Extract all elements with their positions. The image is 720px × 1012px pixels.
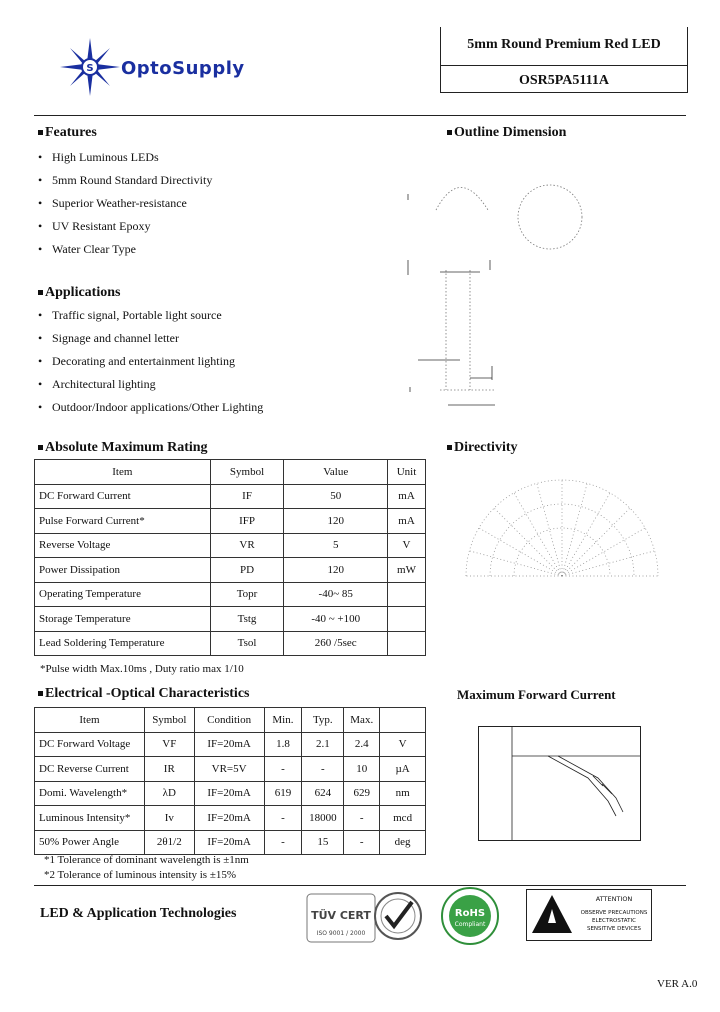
esd-attention-badge (526, 889, 652, 941)
table-cell: 2.4 (344, 732, 380, 757)
feature-item: • UV Resistant Epoxy (38, 219, 151, 233)
table-cell: IFP (210, 509, 284, 534)
directivity-fan-chart (462, 476, 662, 580)
table-row (35, 806, 426, 831)
tuv-sublabel: ISO 9001 / 2000 (316, 930, 366, 937)
table-cell: Tsol (210, 631, 284, 656)
abs-max-heading: Absolute Maximum Rating (38, 440, 208, 456)
table-row (35, 732, 426, 757)
table-cell: DC Forward Current (35, 484, 211, 509)
table-cell: 18000 (302, 806, 344, 831)
footer-rule (34, 885, 686, 886)
table-cell: VF (144, 732, 194, 757)
table-cell: Lead Soldering Temperature (35, 631, 211, 656)
outline-drawing (400, 160, 600, 420)
table-cell: -40~ 85 (284, 582, 388, 607)
table-cell: Domi. Wavelength* (35, 781, 145, 806)
column-header: Symbol (144, 708, 194, 733)
version-label: VER A.0 (657, 978, 698, 990)
table-cell: 1.8 (264, 732, 302, 757)
max-forward-current-heading: Maximum Forward Current (457, 687, 616, 702)
table-cell: Tstg (210, 607, 284, 632)
table-row (35, 757, 426, 782)
table-cell: Operating Temperature (35, 582, 211, 607)
table-header-row (35, 460, 426, 485)
table-cell: IF=20mA (194, 781, 264, 806)
column-header: Min. (264, 708, 302, 733)
rohs-badge (434, 886, 506, 946)
wavelength-note: *1 Tolerance of dominant wavelength is ±1nm (44, 854, 249, 866)
table-cell: DC Forward Voltage (35, 732, 145, 757)
table-cell: DC Reverse Current (35, 757, 145, 782)
table-cell: Reverse Voltage (35, 533, 211, 558)
table-row (35, 558, 426, 583)
table-cell: - (264, 830, 302, 855)
feature-item: • 5mm Round Standard Directivity (38, 173, 213, 187)
table-row (35, 484, 426, 509)
table-cell (388, 582, 426, 607)
table-cell: V (388, 533, 426, 558)
max-forward-current-chart (478, 726, 642, 842)
column-header: Condition (194, 708, 264, 733)
part-number: OSR5PA5111A (519, 73, 609, 88)
table-row (35, 509, 426, 534)
application-item: • Traffic signal, Portable light source (38, 308, 222, 322)
directivity-heading: Directivity (447, 440, 518, 456)
table-cell: - (344, 830, 380, 855)
certified-check-badge (372, 890, 424, 942)
optosupply-logo (58, 36, 128, 98)
column-header: Unit (388, 460, 426, 485)
table-cell: µA (380, 757, 426, 782)
table-row (35, 830, 426, 855)
table-cell: IR (144, 757, 194, 782)
table-cell: PD (210, 558, 284, 583)
applications-heading: Applications (38, 285, 120, 301)
pulse-note: *Pulse width Max.10ms , Duty ratio max 1/10 (40, 663, 244, 675)
product-title: 5mm Round Premium Red LED (467, 37, 661, 52)
table-cell: mcd (380, 806, 426, 831)
application-item: • Outdoor/Indoor applications/Other Lighting (38, 400, 264, 414)
table-cell: IF=20mA (194, 806, 264, 831)
brand-name: OptoSupply (121, 58, 245, 79)
table-cell: Storage Temperature (35, 607, 211, 632)
table-cell: Pulse Forward Current* (35, 509, 211, 534)
table-cell: 120 (284, 509, 388, 534)
feature-item: • Superior Weather-resistance (38, 196, 187, 210)
led-outline-drawing (400, 160, 600, 420)
svg-text:S: S (86, 63, 94, 74)
column-header: Value (284, 460, 388, 485)
table-cell: mA (388, 509, 426, 534)
table-cell: nm (380, 781, 426, 806)
attention-title: ATTENTION (595, 895, 633, 903)
table-cell: IF=20mA (194, 830, 264, 855)
attention-line: OBSERVE PRECAUTIONS (580, 910, 648, 916)
table-cell: λD (144, 781, 194, 806)
table-cell: 50% Power Angle (35, 830, 145, 855)
column-header: Symbol (210, 460, 284, 485)
table-cell: -40 ~ +100 (284, 607, 388, 632)
header-rule (34, 115, 686, 116)
table-row (35, 607, 426, 632)
title-bottom-rule (441, 92, 687, 93)
feature-item: • Water Clear Type (38, 242, 136, 256)
attention-line: ELECTROSTATIC (592, 918, 636, 924)
table-cell: VR (210, 533, 284, 558)
table-cell: 260 /5sec (284, 631, 388, 656)
table-cell: 629 (344, 781, 380, 806)
table-cell: Topr (210, 582, 284, 607)
table-header-row (35, 708, 426, 733)
directivity-diagram (462, 476, 662, 580)
derating-curve-chart (478, 726, 642, 842)
table-cell: 120 (284, 558, 388, 583)
abs-max-table (34, 459, 426, 656)
tuv-label: TÜV CERT (311, 909, 371, 922)
table-cell: 2θ1/2 (144, 830, 194, 855)
table-cell: 15 (302, 830, 344, 855)
outline-heading: Outline Dimension (447, 125, 566, 141)
rohs-compliant-icon (434, 886, 506, 946)
column-header: Item (35, 708, 145, 733)
table-cell: 5 (284, 533, 388, 558)
company-name: LED & Application Technologies (40, 906, 237, 921)
table-cell: deg (380, 830, 426, 855)
table-cell: 624 (302, 781, 344, 806)
table-cell: - (344, 806, 380, 831)
table-cell: - (264, 806, 302, 831)
table-cell: 2.1 (302, 732, 344, 757)
application-item: • Signage and channel letter (38, 331, 179, 345)
rohs-label: RoHS (454, 908, 486, 919)
table-cell: mW (388, 558, 426, 583)
table-cell: - (302, 757, 344, 782)
table-cell: mA (388, 484, 426, 509)
features-heading: Features (38, 125, 97, 141)
table-cell: IF=20mA (194, 732, 264, 757)
table-cell: 10 (344, 757, 380, 782)
table-cell: 50 (284, 484, 388, 509)
table-cell: IF (210, 484, 284, 509)
attention-line: SENSITIVE DEVICES (586, 926, 642, 932)
table-row (35, 781, 426, 806)
checkmark-seal-icon (372, 890, 424, 942)
title-divider (441, 65, 687, 66)
table-cell: Luminous Intensity* (35, 806, 145, 831)
table-cell (388, 631, 426, 656)
star-logo-icon (58, 36, 128, 98)
table-cell: V (380, 732, 426, 757)
table-cell: VR=5V (194, 757, 264, 782)
table-cell: Iv (144, 806, 194, 831)
table-cell: Power Dissipation (35, 558, 211, 583)
application-item: • Decorating and entertainment lighting (38, 354, 235, 368)
application-item: • Architectural lighting (38, 377, 156, 391)
tuv-cert-icon (306, 893, 376, 943)
column-header: Max. (344, 708, 380, 733)
column-header: Typ. (302, 708, 344, 733)
eo-table (34, 707, 426, 855)
feature-item: • High Luminous LEDs (38, 150, 159, 164)
table-row (35, 582, 426, 607)
title-box (440, 27, 688, 93)
column-header (380, 708, 426, 733)
tuv-cert-badge (306, 893, 376, 943)
intensity-note: *2 Tolerance of luminous intensity is ±15% (44, 869, 237, 881)
eo-heading: Electrical -Optical Characteristics (38, 686, 249, 702)
table-cell: 619 (264, 781, 302, 806)
column-header: Item (35, 460, 211, 485)
table-row (35, 631, 426, 656)
table-row (35, 533, 426, 558)
rohs-sublabel: Compliant (454, 921, 486, 928)
esd-warning-icon (526, 889, 652, 941)
table-cell (388, 607, 426, 632)
table-cell: - (264, 757, 302, 782)
